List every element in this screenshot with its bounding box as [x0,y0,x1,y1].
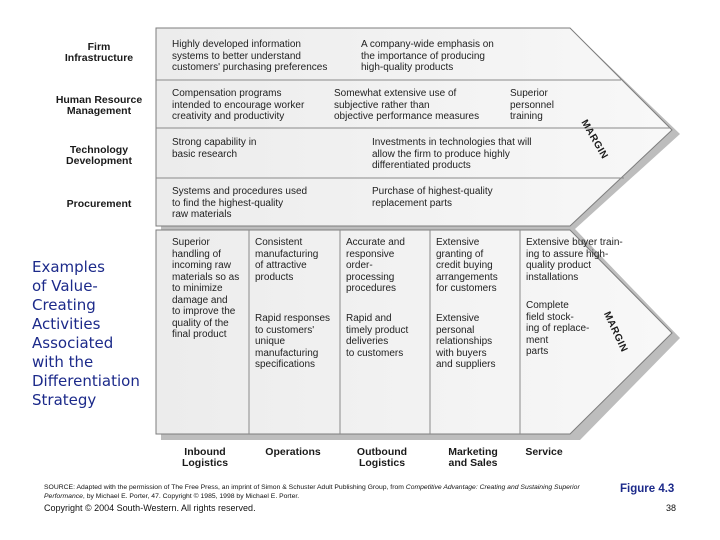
technology-development-cell: Investments in technologies that will allow the firm to produce highly differentiated products [372,137,532,171]
row-label-technology-development: Technology Development [66,144,132,167]
human-resource-cell: Superior personnel training [510,88,554,122]
source-citation [44,483,584,501]
service-cell: Complete field stock- ing of replace- ment parts [526,300,590,357]
row-label-firm-infrastructure: Firm Infrastructure [64,41,134,64]
outbound-logistics-cell: Rapid and timely product deliveries to customers [346,313,409,359]
procurement-cell: Systems and procedures used to find the highest-quality raw materials [172,186,308,220]
human-resource-cell: Compensation programs intended to encourage worker creativity and productivity [172,88,305,122]
operations-cell: Rapid responses to customers' unique manufacturing specifications [255,313,331,370]
firm-infrastructure-cell: Highly developed information systems to better understand customers' purchasing preferences [172,39,328,73]
operations-cell: Consistent manufacturing of attractive products [255,237,319,283]
technology-development-cell: Strong capability in basic research [172,137,257,160]
primary-label-outbound-logistics: Outbound Logistics [356,446,408,469]
source-suffix: , by Michael E. Porter, 47. Copyright © 1985, 1998 by Michael E. Porter. [82,493,300,500]
primary-label-marketing-sales: Marketing and Sales [448,446,498,469]
slide-title: Examples of Value- Creating Activities Associated with the Differentiation Strategy [32,258,140,409]
firm-infrastructure-cell: A company-wide emphasis on the importance of producing high-quality products [361,39,494,73]
human-resource-cell: Somewhat extensive use of subjective rather than objective performance measures [334,88,480,122]
inbound-logistics-cell: Superior handling of incoming raw materials so as to minimize damage and to improve the quality of the final product [172,237,240,340]
copyright-notice: Copyright © 2004 South-Western. All rights reserved. [44,503,256,513]
source-book-title: Competitive Advantage: Creating and Sustaining Superior Performance [44,484,580,500]
source-prefix: SOURCE: Adapted with the permission of The Free Press, an imprint of Simon & Schuster Adult Publishing Group, from [44,484,406,491]
service-cell: Extensive buyer train- ing to assure high- quality product installations [526,237,623,283]
primary-label-operations: Operations [265,446,321,458]
margin-label-top: MARGIN [578,118,610,162]
primary-label-service: Service [525,446,563,458]
outbound-logistics-cell: Accurate and responsive order- processing procedures [346,237,405,294]
marketing-sales-cell: Extensive granting of credit buying arrangements for customers [436,237,498,294]
row-label-procurement: Procurement [66,198,132,210]
page-number: 38 [666,503,677,513]
margin-label-bottom: MARGIN [601,310,630,355]
primary-label-inbound-logistics: Inbound Logistics [181,446,229,469]
marketing-sales-cell: Extensive personal relationships with buyers and suppliers [436,313,496,370]
row-label-human-resource-management: Human Resource Management [55,94,143,117]
figure-label: Figure 4.3 [620,483,675,495]
procurement-cell: Purchase of highest-quality replacement parts [372,186,493,209]
